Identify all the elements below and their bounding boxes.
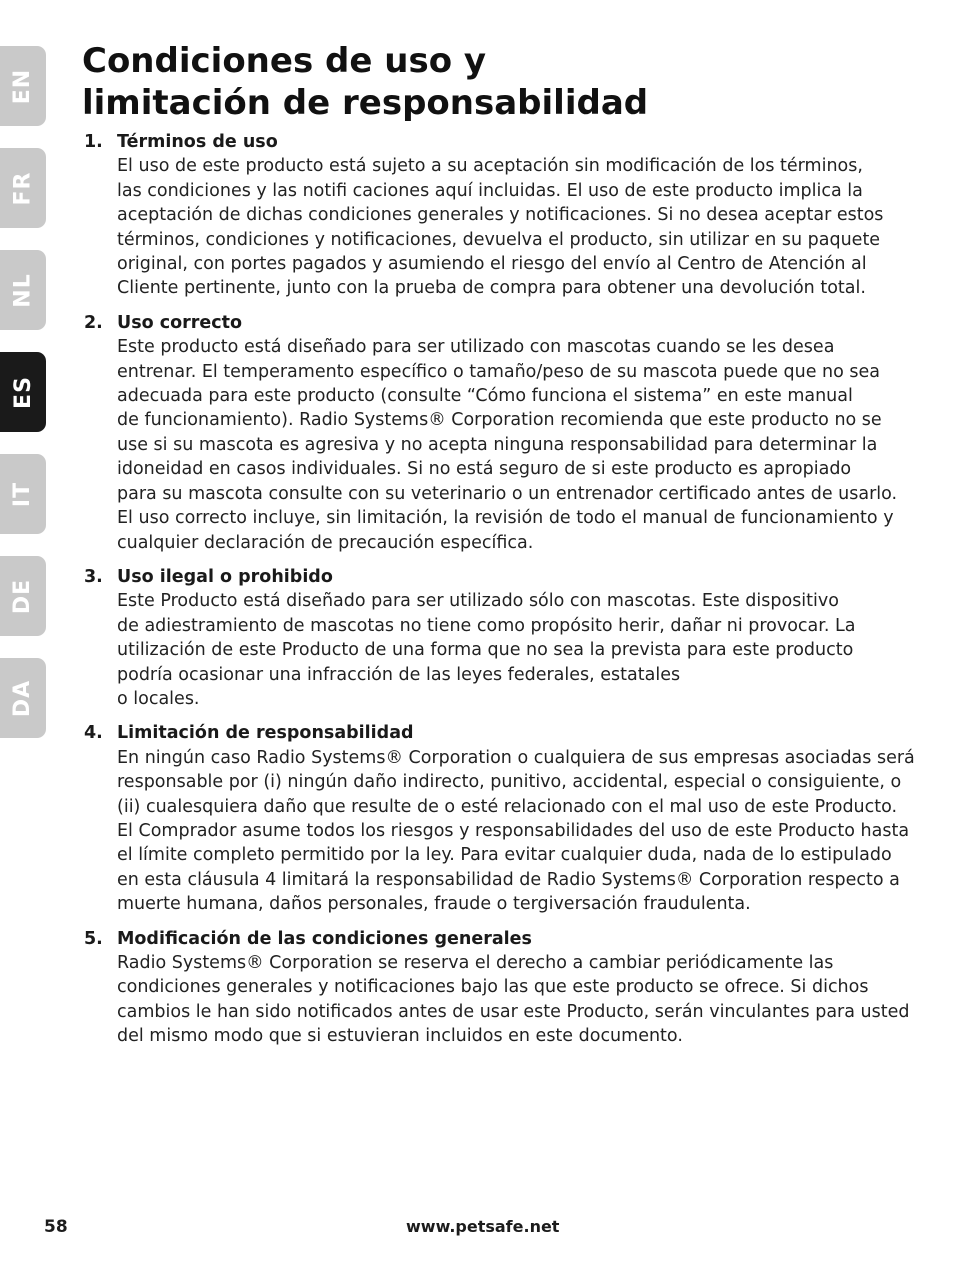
lang-tab-da[interactable]	[0, 658, 46, 738]
section-body	[117, 154, 914, 300]
body-line: de adiestramiento de mascotas no tiene como propósito herir, dañar ni provocar. La	[117, 615, 856, 636]
footer-website-link[interactable]: www.petsafe.net	[406, 1217, 560, 1236]
page-title	[82, 40, 922, 124]
body-line: o locales.	[117, 688, 200, 709]
language-tabs	[0, 46, 46, 760]
section-heading	[84, 927, 914, 951]
lang-tab-it[interactable]	[0, 454, 46, 534]
lang-tab-label: DE	[10, 578, 36, 614]
page-title-line: Condiciones de uso y	[82, 41, 487, 81]
body-line: para su mascota consulte con su veterinario o un entrenador certificado antes de usarlo.	[117, 483, 898, 504]
section-body	[117, 335, 914, 555]
body-line: entrenar. El temperamento específico o tamaño/peso de su mascota puede que no sea	[117, 361, 881, 382]
lang-tab-label: ES	[10, 375, 36, 409]
body-line: Radio Systems® Corporation se reserva el derecho a cambiar periódicamente las	[117, 953, 834, 973]
section-number: 5.	[84, 928, 103, 949]
body-line: responsable por (i) ningún daño indirecto, punitivo, accidental, especial o consiguiente, o	[117, 772, 902, 793]
section-number: 2.	[84, 312, 103, 333]
body-line: podría ocasionar una infracción de las leyes federales, estatales	[117, 664, 681, 685]
body-line: de funcionamiento). Radio Systems® Corporation recomienda que este producto no se	[117, 410, 882, 431]
section-body	[117, 951, 914, 1049]
body-line: en esta cláusula 4 limitará la responsabilidad de Radio Systems® Corporation respecto a	[117, 869, 900, 890]
lang-tab-fr[interactable]	[0, 148, 46, 228]
section-title: Uso correcto	[117, 312, 243, 333]
lang-tab-de[interactable]	[0, 556, 46, 636]
body-line: aceptación de dichas condiciones generales y notificaciones. Si no desea aceptar estos	[117, 205, 884, 226]
section-title: Modificación de las condiciones generales	[117, 928, 532, 949]
section-body	[117, 589, 914, 711]
body-line: Este producto está diseñado para ser utilizado con mascotas cuando se les desea	[117, 337, 835, 358]
body-line: cambios le han sido notificados antes de usar este Producto, serán vinculantes para usted	[117, 1001, 910, 1022]
section-limitation-of-liability	[84, 721, 914, 916]
body-line: El Comprador asume todos los riesgos y responsabilidades del uso de este Producto hasta	[117, 820, 910, 841]
section-body	[117, 746, 914, 917]
body-line: adecuada para este producto (consulte “Cómo funciona el sistema” en este manual	[117, 386, 853, 407]
section-title: Limitación de responsabilidad	[117, 723, 414, 744]
lang-tab-label: IT	[10, 481, 36, 507]
body-line: utilización de este Producto de una forma que no sea la prevista para este producto	[117, 640, 854, 661]
lang-tab-label: EN	[10, 68, 36, 104]
body-line: original, con portes pagados y asumiendo el riesgo del envío al Centro de Atención al	[117, 254, 867, 275]
section-correct-use	[84, 311, 914, 555]
lang-tab-label: NL	[10, 272, 36, 308]
lang-tab-es[interactable]	[0, 352, 46, 432]
terms-content	[84, 130, 914, 1059]
body-line: muerte humana, daños personales, fraude o tergiversación fraudulenta.	[117, 894, 751, 915]
body-line: el límite completo permitido por la ley. Para evitar cualquier duda, nada de lo estipulado	[117, 845, 892, 866]
body-line: El uso de este producto está sujeto a su aceptación sin modificación de los términos,	[117, 156, 863, 177]
body-line: Cliente pertinente, junto con la prueba de compra para obtener una devolución total.	[117, 278, 866, 299]
body-line: En ningún caso Radio Systems® Corporation o cualquiera de sus empresas asociadas será	[117, 747, 915, 768]
lang-tab-nl[interactable]	[0, 250, 46, 330]
body-line: Este Producto está diseñado para ser utilizado sólo con mascotas. Este dispositivo	[117, 591, 839, 612]
section-title: Términos de uso	[117, 132, 278, 152]
body-line: del mismo modo que si estuvieran incluidos en este documento.	[117, 1026, 683, 1047]
section-number: 1.	[84, 132, 103, 152]
body-line: El uso correcto incluye, sin limitación, la revisión de todo el manual de funcionamiento y	[117, 508, 894, 529]
body-line: las condiciones y las notifi caciones aquí incluidas. El uso de este producto implica la	[117, 180, 863, 201]
section-title: Uso ilegal o prohibido	[117, 566, 333, 587]
body-line: términos, condiciones y notificaciones, devuelva el producto, sin utilizar en su paquete	[117, 229, 881, 250]
body-line: use si su mascota es agresiva y no acepta ninguna responsabilidad para determinar la	[117, 434, 878, 455]
section-heading	[84, 311, 914, 335]
section-illegal-use	[84, 565, 914, 711]
section-number: 4.	[84, 723, 103, 744]
lang-tab-en[interactable]	[0, 46, 46, 126]
section-heading	[84, 130, 914, 154]
body-line: idoneidad en casos individuales. Si no está seguro de si este producto es apropiado	[117, 459, 852, 480]
body-line: cualquier declaración de precaución específica.	[117, 532, 534, 553]
section-heading	[84, 721, 914, 745]
lang-tab-label: DA	[10, 679, 36, 717]
page-number: 58	[44, 1217, 68, 1237]
page-title-line: limitación de responsabilidad	[82, 83, 649, 123]
lang-tab-label: FR	[10, 171, 36, 205]
body-line: (ii) cualesquiera daño que resulte de o esté relacionado con el mal uso de este Producto.	[117, 796, 898, 817]
section-number: 3.	[84, 566, 103, 587]
body-line: condiciones generales y notificaciones bajo las que este producto se ofrece. Si dichos	[117, 977, 869, 998]
section-terms-of-use	[84, 130, 914, 301]
section-heading	[84, 565, 914, 589]
section-modification-of-terms	[84, 927, 914, 1049]
